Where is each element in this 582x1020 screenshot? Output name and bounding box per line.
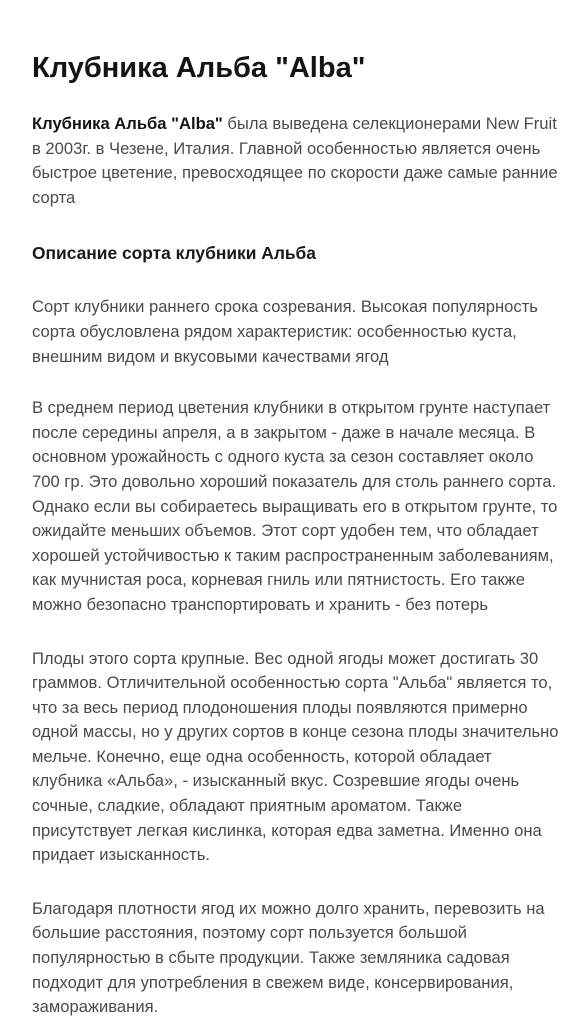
intro-paragraph — [32, 112, 562, 210]
paragraph-storage-usage: Благодаря плотности ягод их можно долго хранить, перевозить на большие расстояния, поэтому сорт пользуется большой популярностью в сбыте продукции. Также земляника садовая подходит для употребления в свежем виде, консервирования, замораживания. — [32, 898, 545, 1017]
paragraph-flowering-yield: В среднем период цветения клубники в открытом грунте наступает после середины апреля, а в закрытом - даже в начале месяца. В основном урожайность с одного куста за сезон составляет около 700 гр. Это довольно хороший показатель для столь раннего сорта. Однако если вы собираетесь выращивать его в открытом грунте, то ожидайте меньших объемов. Этот сорт удобен тем, что обладает хорошей устойчивостью к таким распространенным заболеваниям, как мучнистая роса, корневая гниль или пятнистость. Его также можно безопасно транспортировать и хранить - без потерь — [32, 398, 558, 614]
intro-text: была выведена селекционерами New Fruit в 2003г. в Чезене, Италия. Главной особенностью является очень быстрое цветение, превосходящее по скорости даже самые ранние сорта — [32, 114, 558, 207]
paragraph-fruit-description: Плоды этого сорта крупные. Вес одной ягоды может достигать 30 граммов. Отличительной особенностью сорта "Альба" является то, что за весь период плодоношения плоды появляются примерно одной массы, но у других сортов в конце сезона плоды значительно мельче. Конечно, еще одна особенность, которой обладает клубника «Альба», - изысканный вкус. Созревшие ягоды очень сочные, сладкие, обладают приятным ароматом. Также присутствует легкая кислинка, которая едва заметна. Именно она придает изысканность. — [32, 648, 559, 865]
section-heading: Описание сорта клубники Альба — [32, 243, 316, 264]
article-title: Клубника Альба "Alba" — [32, 52, 366, 84]
paragraph-variety-summary: Сорт клубники раннего срока созревания. Высокая популярность сорта обусловлена рядом характеристик: особенностью куста, внешним видом и вкусовыми качествами ягод — [32, 297, 538, 366]
intro-bold-name: Клубника Альба "Alba" — [32, 114, 223, 133]
